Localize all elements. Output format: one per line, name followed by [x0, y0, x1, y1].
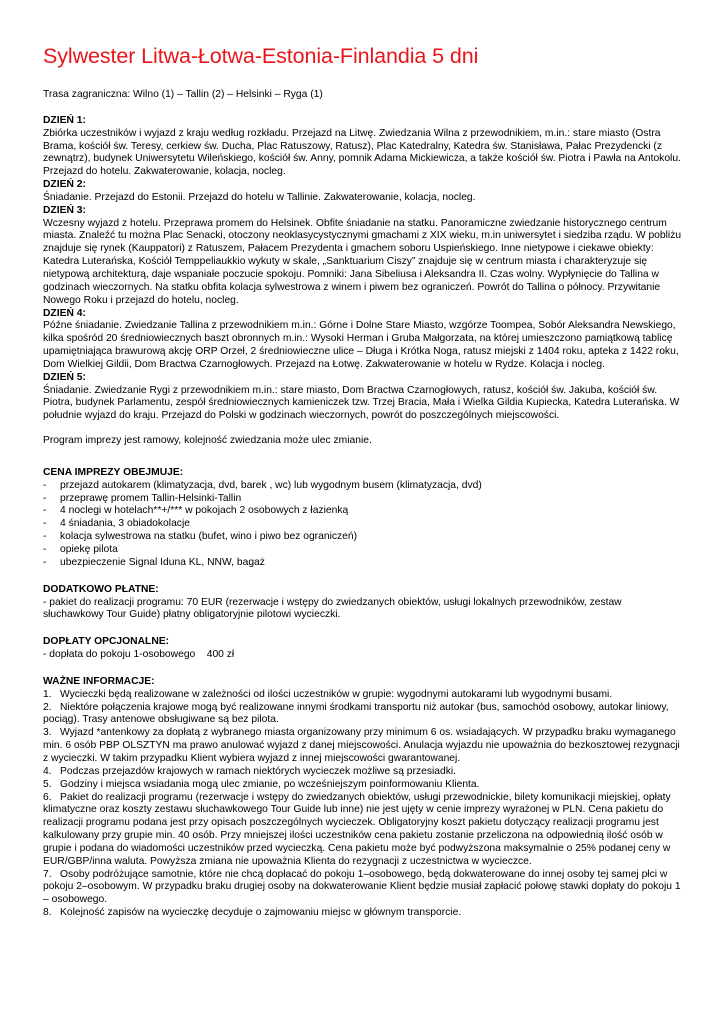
list-item: - kolacja sylwestrowa na statku (bufet, wino i piwo bez ograniczeń) — [43, 531, 683, 544]
day-3-text: Wczesny wyjazd z hotelu. Przeprawa promem do Helsinek. Obfite śniadanie na statku. Panoramiczne zwiedzanie historycznego centrum miasta. Znaleźć tu można Plac Senacki, otoczony neoklasycystycznymi gmachami z XIX wieku, m.in uniwersytet i siedziba rządu. W pobliżu znajduje się rynek (Kauppatori) z Ratuszem, Pałacem Prezydenta i gmachem soboru Uspieńskiego. Inne nietypowe i ciekawe obiekty: Katedra Luterańska, Kościół Temppeliaukkio wykuty w skale, „Sanktuarium Ciszy” znajduje się w centrum miasta i charakteryzuje się nietypową architekturą, daje wspaniałe poczucie spokoju. Pomniki: Jana Sibeliusa i Aleksandra II. Czas wolny. Wypłynięcie do Tallina w godzinach wieczornych. Na statku obfita kolacja sylwestrowa z winem i piwem bez ograniczeń. Powrót do Tallina o północy. Przywitanie Nowego Roku i przejazd do hotelu, nocleg. — [43, 217, 682, 306]
list-item: 5. Godziny i miejsca wsiadania mogą ulec zmianie, po wcześniejszym poinformowaniu Klienta. — [43, 778, 480, 790]
day-4-label: DZIEŃ 4: — [43, 307, 86, 319]
list-item: - ubezpieczenie Signal Iduna KL, NNW, bagaż — [43, 557, 683, 570]
day-5 — [43, 372, 683, 423]
optional-title: DOPŁATY OPCJONALNE: — [43, 636, 170, 648]
list-item: 6. Pakiet do realizacji programu (rezerwacje i wstępy do zwiedzanych obiektów, usługi przewodnickie, bilety komunikacji miejskiej, opłaty klimatyczne oraz koszty zestawu słuchawkowego Tour Guide lub inne) nie jest ujęty w cenie imprezy wyrażonej w PLN. Cena pakietu do realizacji programu podana jest przy opisach poszczególnych wycieczek. Obligatoryjny koszt pakietu dotyczący realizacji programu jest kalkulowany przy grupie min. 40 osób. Przy mniejszej ilości uczestników cena pakietu zostanie przeliczona na odpowiednią ilość osób w grupie i podana do wiadomości uczestników przed wycieczką. Cena pakietu może być podwyższona maksymalnie o 25% podanej ceny w EUR/GBP/inna waluta. Powyższa zmiana nie upoważnia Klienta do rezygnacji z uczestnictwa w wycieczce. — [43, 791, 671, 867]
price-includes-title: CENA IMPREZY OBEJMUJE: — [43, 466, 184, 478]
optional-text: - dopłata do pokoju 1-osobowego 400 zł — [43, 649, 235, 661]
day-2-text: Śniadanie. Przejazd do Estonii. Przejazd do hotelu w Tallinie. Zakwaterowanie, kolacja, nocleg. — [43, 191, 476, 203]
important-title: WAŻNE INFORMACJE: — [43, 675, 155, 687]
day-1 — [43, 115, 683, 179]
program-note: Program imprezy jest ramowy, kolejność zwiedzania może ulec zmianie. — [43, 435, 372, 447]
price-includes-list — [43, 480, 683, 570]
list-item: 3. Wyjazd *antenkowy za dopłatą z wybranego miasta organizowany przy minimum 6 os. wsiadających. W przypadku braku wymaganego min. 6 osób PBP OLSZTYN ma prawo anulować wyjazd z danej miejscowości. Anulacja wyjazdu nie upoważnia do bezkosztowej rezygnacji z wycieczki. W takim przypadku Klient wybiera wyjazd z innej miejscowości gwarantowanej. — [43, 727, 680, 764]
route-line: Trasa zagraniczna: Wilno (1) – Tallin (2) – Helsinki – Ryga (1) — [43, 89, 323, 100]
page-title: Sylwester Litwa-Łotwa-Estonia-Finlandia 5 dni — [43, 44, 479, 68]
list-item: 8. Kolejność zapisów na wycieczkę decyduje o zajmowaniu miejsc w głównym transporcie. — [43, 907, 462, 919]
list-item: - 4 śniadania, 3 obiadokolacje — [43, 518, 683, 531]
list-item: - przejazd autokarem (klimatyzacja, dvd, barek , wc) lub wygodnym busem (klimatyzacja, dvd) — [43, 480, 683, 493]
list-item: 1. Wycieczki będą realizowane w zależności od ilości uczestników w grupie: wygodnymi autokarami lub wygodnymi busami. — [43, 688, 613, 700]
list-item: - 4 noclegi w hotelach**+/*** w pokojach 2 osobowych z łazienką — [43, 505, 683, 518]
itinerary — [43, 115, 683, 423]
day-5-text: Śniadanie. Zwiedzanie Rygi z przewodnikiem m.in.: stare miasto, Dom Bractwa Czarnogłowych, ratusz, kościół św. Jakuba, kościół św. Piotra, budynek Parlamentu, zespół średniowiecznych kamieniczek tzw. Trzej Bracia, Mała i Wielka Gildia Kupiecka, Katedra Luterańska. W południe wyjazd do kraju. Przejazd do Polski w godzinach wieczornych, powrót do poszczególnych miejscowości. — [43, 384, 680, 422]
important-list — [43, 689, 683, 920]
extra-paid-text: - pakiet do realizacji programu: 70 EUR (rezerwacje i wstępy do zwiedzanych obiektów, usługi lokalnych przewodników, zestaw słuchawkowy Tour Guide) płatny obligatoryjnie pilotowi wycieczki. — [43, 596, 622, 621]
day-1-text: Zbiórka uczestników i wyjazd z kraju według rozkładu. Przejazd na Litwę. Zwiedzania Wilna z przewodnikiem, m.in.: stare miasto (Ostra Brama, kościół św. Teresy, cerkiew św. Ducha, Plac Ratuszowy, Ratusz), Plac Katedralny, Katedra św. Stanisława, Pałac Prezydencki (z zewnątrz), budynek Uniwersytetu Wileńskiego, kościół św. Anny, pomnik Adama Mickiewicza, a także kościół św. Piotra i Pawła na Antokolu. Przejazd do hotelu. Zakwaterowanie, kolacja, nocleg. — [43, 127, 681, 178]
document-page — [43, 44, 683, 920]
day-4 — [43, 308, 683, 372]
day-3-label: DZIEŃ 3: — [43, 204, 86, 216]
day-2-label: DZIEŃ 2: — [43, 179, 86, 191]
day-1-label: DZIEŃ 1: — [43, 114, 86, 126]
day-2 — [43, 179, 683, 205]
list-item: - opiekę pilota — [43, 544, 683, 557]
day-4-text: Późne śniadanie. Zwiedzanie Tallina z przewodnikiem m.in.: Górne i Dolne Stare Miasto, wzgórze Toompea, Sobór Aleksandra Newskiego, kilka spośród 20 średniowiecznych baszt obronnych m.in.: Wysoki Herman i Gruba Małgorzata, na której umieszczono pamiątkową tablicę upamiętniająca brawurową akcję ORP Orzeł, 2 średniowieczne ulice – Długa i Krótka Noga, ratusz miejski z 1404 roku, apteka z 1422 roku, Dom Wielkiej Gildii, Dom Bractwa Czarnogłowych. Przejazd na Łotwę. Zakwaterowanie w hotelu w Rydze. Kolacja i nocleg. — [43, 320, 679, 370]
day-3 — [43, 205, 683, 308]
extra-paid-title: DODATKOWO PŁATNE: — [43, 583, 159, 595]
day-5-label: DZIEŃ 5: — [43, 371, 86, 383]
list-item: 2. Niektóre połączenia krajowe mogą być realizowane innymi środkami transportu niż autokar (bus, samochód osobowy, autokar liniowy, pociąg). Trasy antenowe obsługiwane są bez pilota. — [43, 701, 669, 726]
list-item: 7. Osoby podróżujące samotnie, które nie chcą dopłacać do pokoju 1–osobowego, będą dokwaterowane do innej osoby tej samej płci w pokoju 2–osobowym. W przypadku braku drugiej osoby na dokwaterowanie Klient będzie musiał zapłacić połowę stawki dopłaty do pokoju 1 – osobowego. — [43, 868, 681, 906]
list-item: - przeprawę promem Tallin-Helsinki-Tallin — [43, 493, 683, 506]
list-item: 4. Podczas przejazdów krajowych w ramach niektórych wycieczek możliwe są przesiadki. — [43, 765, 457, 777]
